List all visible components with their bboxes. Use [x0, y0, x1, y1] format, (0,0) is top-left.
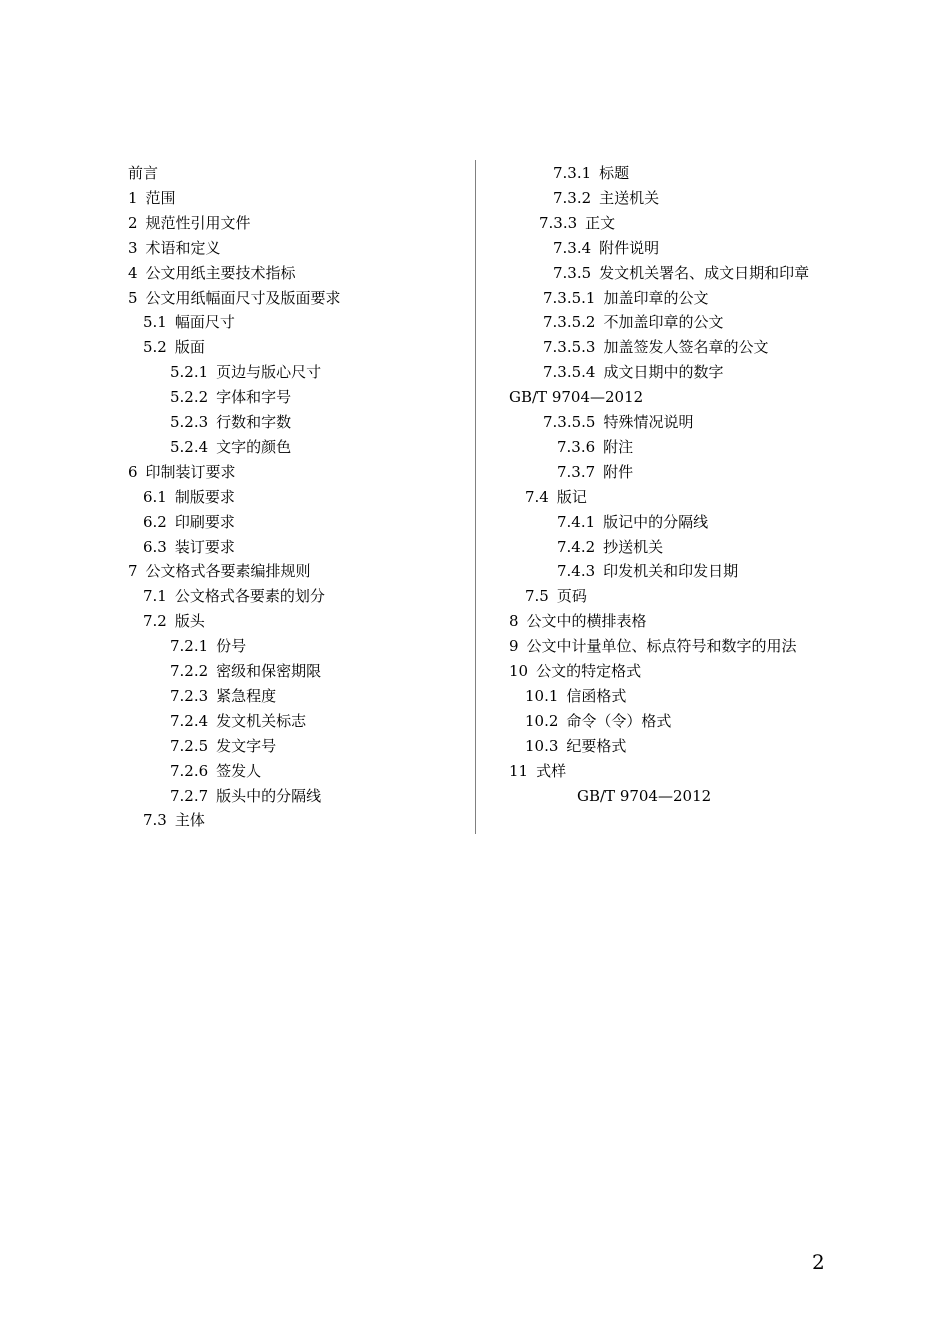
toc-entry: [128, 236, 221, 260]
toc-entry-title: 公文中的横排表格: [526, 612, 647, 631]
toc-entry: [557, 460, 633, 484]
toc-entry-title: 主送机关: [599, 188, 660, 207]
toc-entry: [170, 734, 276, 758]
toc-entry: [170, 634, 246, 658]
toc-entry-number: 6.2: [143, 512, 167, 531]
toc-entry-number: 7.2.7: [170, 786, 209, 805]
toc-entry-number: 7.3.5: [553, 263, 592, 282]
toc-entry-title: 式样: [536, 761, 567, 780]
toc-entry-number: 7.2.1: [170, 637, 209, 656]
toc-entry: [170, 709, 306, 733]
toc-entry-number: 7.4.3: [557, 562, 596, 581]
toc-entry-number: 6.1: [143, 487, 167, 506]
toc-entry-title: 密级和保密期限: [216, 662, 322, 680]
toc-entry: [509, 759, 566, 783]
toc-entry: [170, 435, 291, 459]
toc-entry: [543, 335, 769, 359]
toc-entry: [525, 485, 587, 509]
toc-entry-title: 规范性引用文件: [145, 213, 251, 232]
toc-entry-number: 7.3.6: [557, 437, 596, 456]
toc-entry: [557, 559, 738, 583]
toc-entry: [553, 161, 629, 185]
toc-entry-title: 份号: [216, 637, 247, 656]
toc-entry-title: 信函格式: [566, 686, 627, 705]
toc-entry-number: 11: [509, 761, 529, 780]
toc-entry-title: 印制装订要求: [145, 462, 236, 481]
toc-entry: [170, 784, 321, 808]
toc-entry-number: 6: [128, 462, 138, 481]
toc-entry-title: 加盖印章的公文: [603, 288, 709, 307]
toc-entry: [543, 360, 724, 384]
toc-entry-number: 5.2: [143, 338, 167, 357]
toc-entry: [170, 385, 291, 409]
toc-entry-title: 成文日期中的数字: [603, 363, 724, 382]
toc-entry-title: 版记: [556, 487, 587, 506]
toc-entry-title: 加盖签发人签名章的公文: [603, 338, 769, 357]
toc-entry-title: 发文机关标志: [216, 711, 307, 730]
toc-entry-title: 公文的特定格式: [536, 662, 642, 680]
toc-entry: [525, 584, 587, 608]
toc-entry-title: 签发人: [216, 761, 262, 780]
toc-entry: [509, 385, 643, 409]
page-number: 2: [812, 1250, 825, 1274]
toc-entry-number: 7.1: [143, 587, 167, 606]
toc-entry-number: 4: [128, 263, 138, 282]
toc-entry-number: 8: [509, 612, 519, 631]
toc-entry-number: 7.3.5.2: [543, 313, 596, 332]
toc-entry: [525, 684, 626, 708]
toc-entry-title: 制版要求: [174, 487, 235, 506]
toc-entry: [143, 609, 205, 633]
toc-entry: [128, 559, 311, 583]
toc-entry-number: 7.3.5.1: [543, 288, 596, 307]
toc-entry: [143, 335, 205, 359]
toc-entry-number: 7.2.6: [170, 761, 209, 780]
toc-entry-number: 7.4: [525, 487, 549, 506]
toc-entry-title: 特殊情况说明: [603, 413, 694, 431]
toc-entry: [553, 261, 809, 285]
toc-entry-title: 字体和字号: [216, 388, 292, 407]
toc-entry-number: 5.2.2: [170, 388, 209, 407]
toc-entry: [170, 410, 291, 434]
toc-entry-title: 版记中的分隔线: [603, 512, 709, 531]
toc-entry: [170, 759, 261, 783]
toc-entry: [539, 211, 615, 235]
toc-entry-number: 5.2.1: [170, 363, 209, 382]
toc-entry-number: 7.2.5: [170, 736, 209, 755]
toc-entry-number: 1: [128, 188, 138, 207]
toc-entry-number: 7.2.2: [170, 662, 209, 680]
toc-entry-number: 7.5: [525, 587, 549, 606]
toc-entry-number: 7.3: [143, 811, 167, 830]
toc-entry-title: GB/T 9704—2012: [509, 388, 644, 407]
toc-entry: [143, 485, 235, 509]
toc-entry-number: 5.1: [143, 313, 167, 332]
toc-entry-title: 范围: [145, 188, 176, 207]
toc-entry-title: 文字的颜色: [216, 437, 292, 456]
toc-entry-number: 5.2.4: [170, 437, 209, 456]
toc-entry: [143, 535, 235, 559]
toc-entry: [553, 236, 659, 260]
toc-entry: [128, 161, 158, 185]
toc-entry-title: 命令（令）格式: [566, 711, 672, 730]
toc-entry-title: 幅面尺寸: [174, 313, 235, 332]
toc-entry-title: 紧急程度: [216, 686, 277, 705]
toc-entry: [557, 435, 633, 459]
toc-entry-number: 7.2.3: [170, 686, 209, 705]
toc-entry-number: 2: [128, 213, 138, 232]
toc-entry-number: 7.4.1: [557, 512, 596, 531]
toc-entry-title: 版头中的分隔线: [216, 786, 322, 805]
toc-entry-title: 抄送机关: [603, 537, 664, 556]
toc-entry-title: 前言: [128, 164, 159, 182]
toc-entry: [128, 186, 176, 210]
toc-entry-title: 附件: [603, 462, 634, 481]
toc-entry: [509, 659, 641, 683]
toc-entry-number: 6.3: [143, 537, 167, 556]
toc-entry-title: 公文用纸幅面尺寸及版面要求: [145, 288, 341, 307]
toc-entry-title: 公文格式各要素编排规则: [145, 562, 311, 581]
toc-entry: [170, 659, 321, 683]
toc-entry-number: 5.2.3: [170, 413, 209, 431]
toc-entry-number: 7.3.3: [539, 213, 578, 232]
toc-entry-number: 7.2: [143, 612, 167, 631]
toc-entry-title: 主体: [174, 811, 205, 830]
toc-entry: [509, 634, 797, 658]
toc-entry-title: 正文: [585, 213, 616, 232]
toc-entry-title: 页码: [556, 587, 587, 606]
toc-entry: [543, 286, 709, 310]
toc-entry-number: 9: [509, 637, 519, 656]
column-divider: [475, 160, 476, 834]
toc-entry: [557, 535, 663, 559]
toc-entry-title: 术语和定义: [145, 238, 221, 257]
toc-entry-title: GB/T 9704—2012: [577, 786, 712, 805]
toc-entry-number: 5: [128, 288, 138, 307]
toc-entry-title: 装订要求: [174, 537, 235, 556]
toc-entry-number: 10.3: [525, 736, 559, 755]
toc-entry-number: 7.3.1: [553, 164, 592, 182]
toc-entry: [509, 609, 647, 633]
toc-entry-title: 公文格式各要素的划分: [174, 587, 325, 606]
toc-entry: [577, 784, 711, 808]
toc-entry-title: 印刷要求: [174, 512, 235, 531]
toc-entry-number: 3: [128, 238, 138, 257]
toc-entry-title: 印发机关和印发日期: [603, 562, 739, 581]
toc-entry-title: 不加盖印章的公文: [603, 313, 724, 332]
toc-entry: [543, 410, 694, 434]
toc-entry: [128, 211, 251, 235]
toc-entry-number: 7.3.4: [553, 238, 592, 257]
toc-entry: [143, 584, 325, 608]
toc-entry-title: 版面: [174, 338, 205, 357]
toc-entry: [143, 808, 205, 832]
toc-entry-title: 发文字号: [216, 736, 277, 755]
toc-entry: [143, 310, 235, 334]
toc-entry: [557, 510, 708, 534]
toc-entry-title: 附注: [603, 437, 634, 456]
toc-entry-title: 页边与版心尺寸: [216, 363, 322, 382]
toc-entry-number: 7: [128, 562, 138, 581]
toc-entry: [525, 709, 671, 733]
toc-entry-title: 附件说明: [599, 238, 660, 257]
toc-entry: [170, 684, 276, 708]
toc-entry-number: 7.2.4: [170, 711, 209, 730]
toc-entry-number: 10.2: [525, 711, 559, 730]
toc-entry: [128, 261, 296, 285]
toc-entry: [543, 310, 724, 334]
toc-entry-number: 10.1: [525, 686, 559, 705]
toc-entry: [170, 360, 321, 384]
toc-entry-title: 行数和字数: [216, 413, 292, 431]
toc-entry-number: 7.3.5.5: [543, 413, 596, 431]
toc-entry-number: 7.3.5.3: [543, 338, 596, 357]
toc-entry: [128, 286, 341, 310]
toc-entry-title: 纪要格式: [566, 736, 627, 755]
toc-entry: [525, 734, 626, 758]
toc-entry-number: 7.4.2: [557, 537, 596, 556]
toc-entry-number: 7.3.2: [553, 188, 592, 207]
toc-entry: [143, 510, 235, 534]
toc-entry-number: 7.3.5.4: [543, 363, 596, 382]
toc-entry-number: 10: [509, 662, 529, 680]
toc-entry-title: 标题: [599, 164, 630, 182]
toc-entry-title: 公文中计量单位、标点符号和数字的用法: [526, 637, 797, 656]
toc-entry-title: 公文用纸主要技术指标: [145, 263, 296, 282]
toc-entry: [553, 186, 659, 210]
toc-entry: [128, 460, 236, 484]
toc-entry-title: 版头: [174, 612, 205, 631]
toc-entry-title: 发文机关署名、成文日期和印章: [599, 263, 810, 282]
toc-entry-number: 7.3.7: [557, 462, 596, 481]
